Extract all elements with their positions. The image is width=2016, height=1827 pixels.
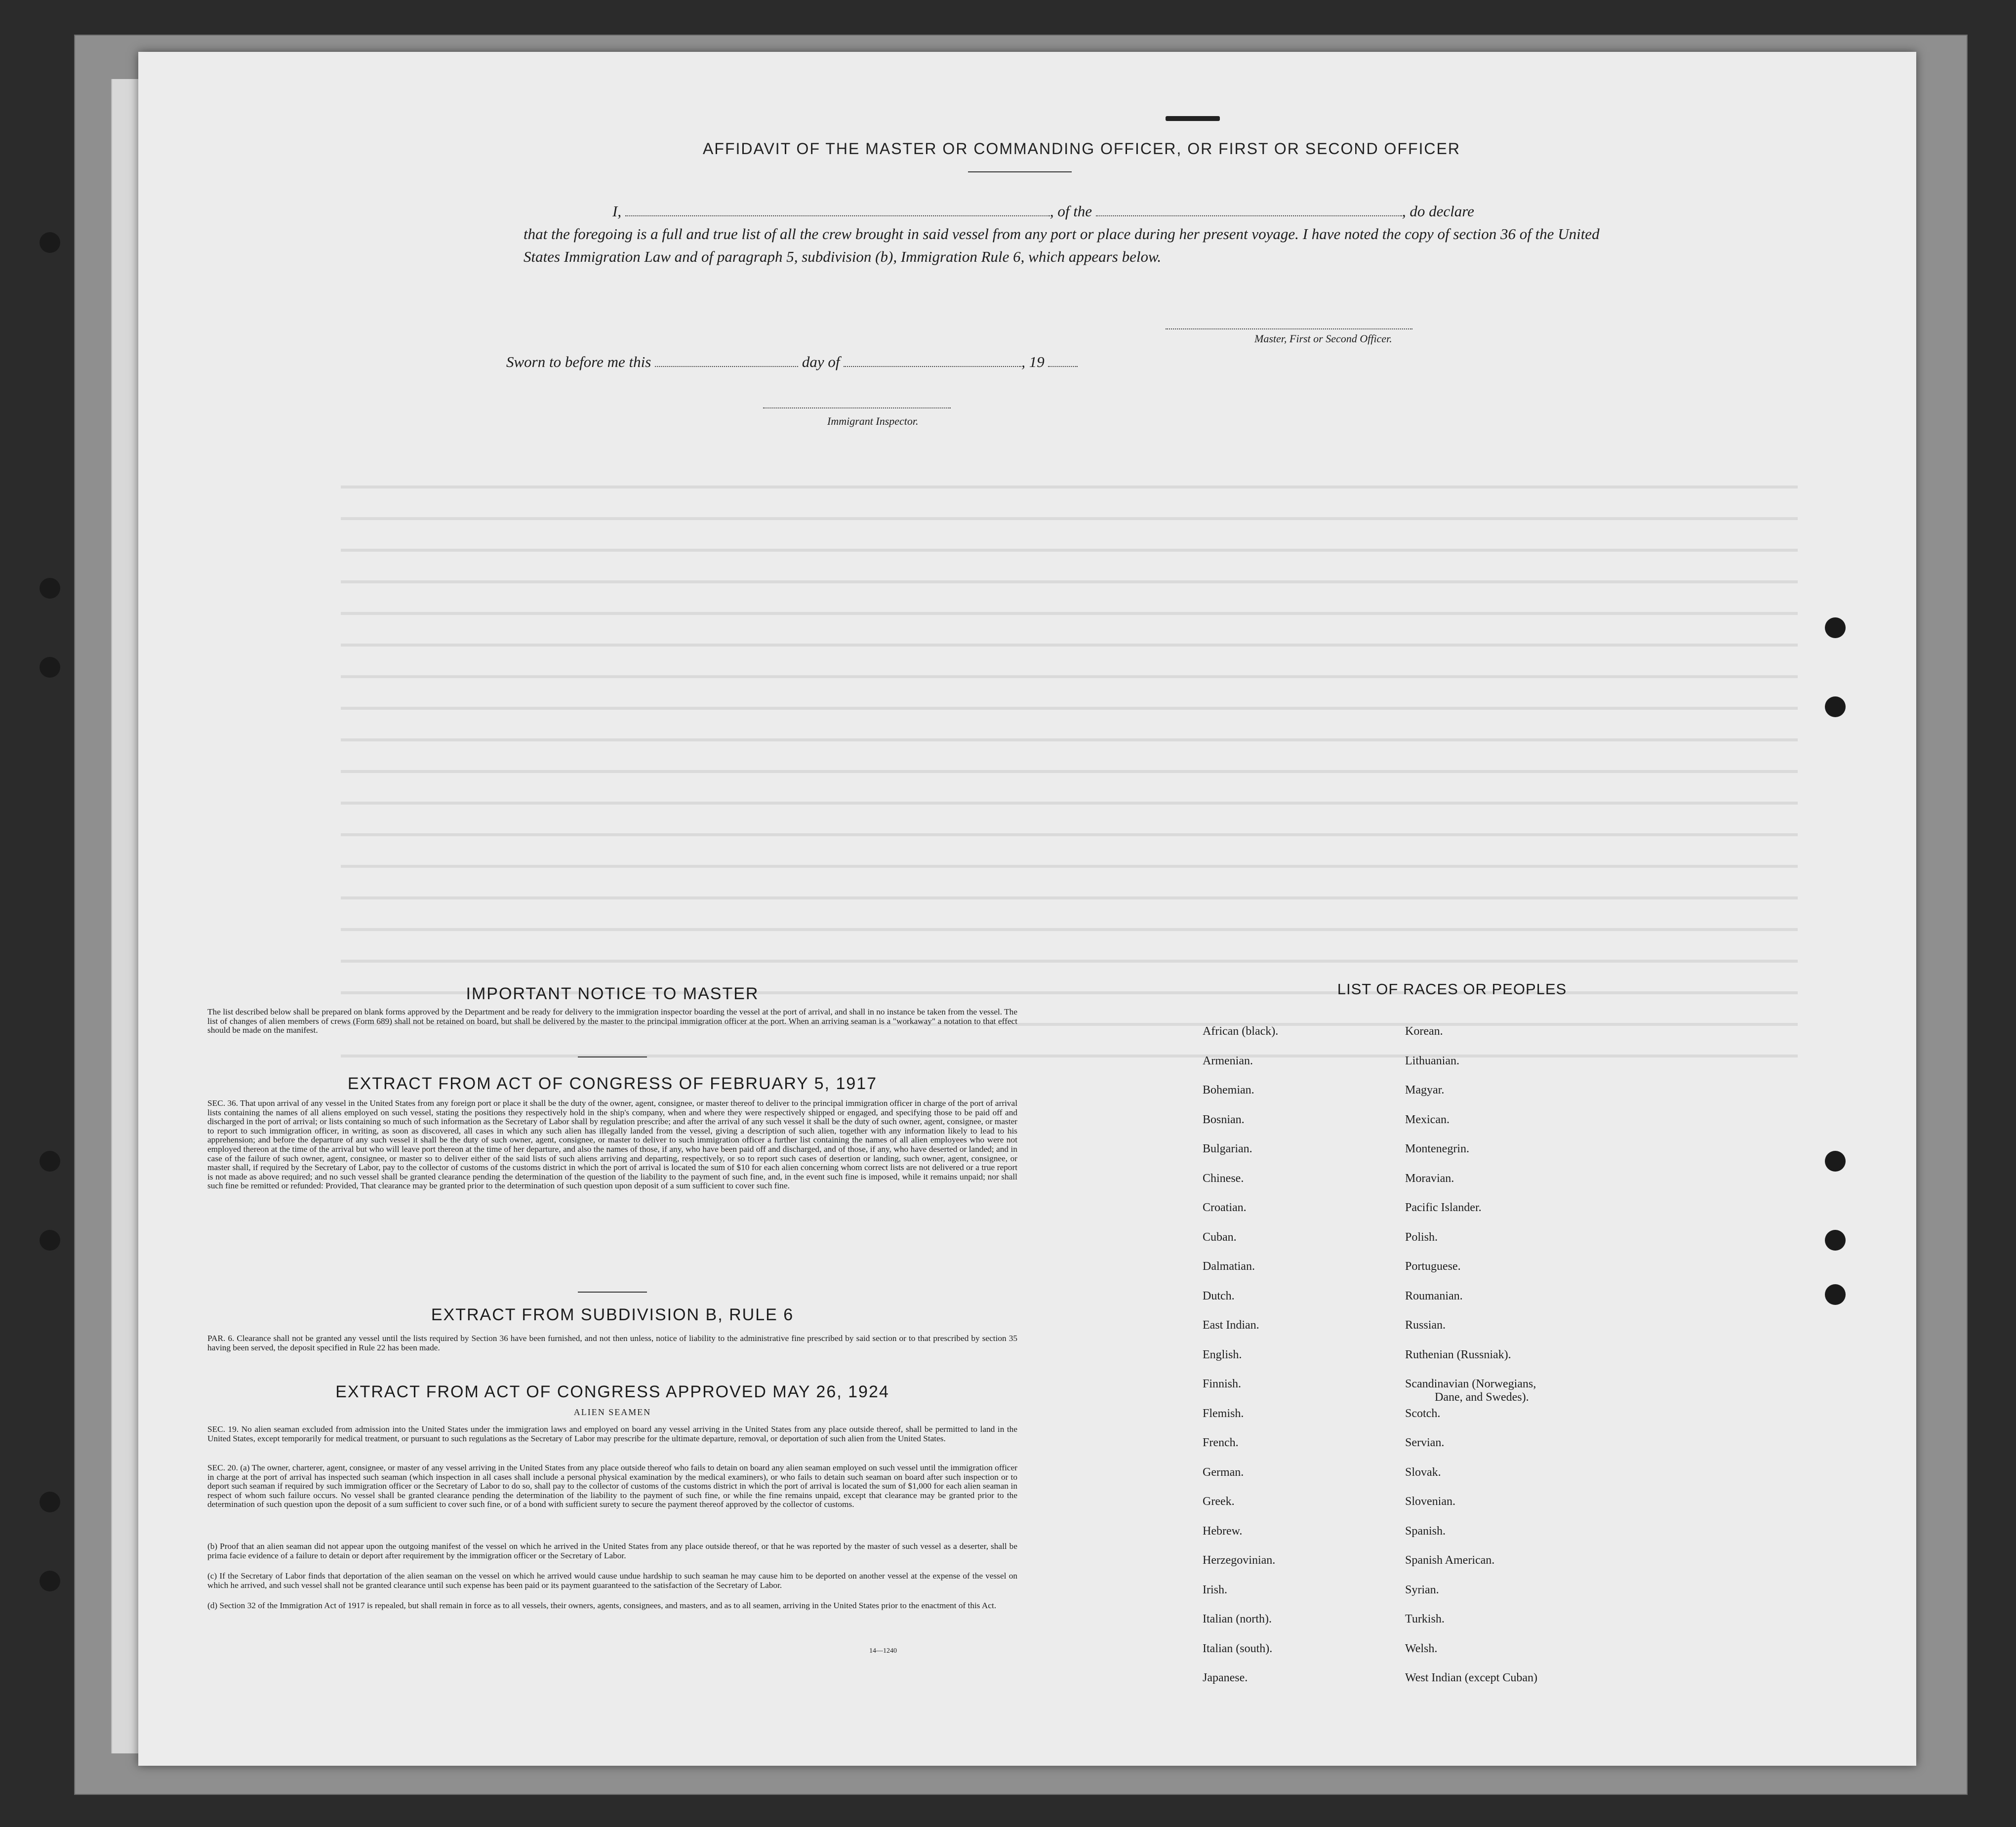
binder-hole bbox=[40, 1230, 60, 1251]
race-item: Flemish. bbox=[1203, 1407, 1244, 1420]
binder-hole bbox=[1825, 1151, 1846, 1172]
race-item: Chinese. bbox=[1203, 1172, 1244, 1185]
race-item: Dalmatian. bbox=[1203, 1260, 1255, 1273]
race-item: Bosnian. bbox=[1203, 1113, 1245, 1126]
binder-hole bbox=[40, 1571, 60, 1591]
race-item: East Indian. bbox=[1203, 1319, 1259, 1332]
declaration-line bbox=[524, 200, 1640, 223]
race-item: Servian. bbox=[1405, 1436, 1445, 1449]
extract-1924-sec19: SEC. 19. No alien seaman excluded from admission into the United States under the immigration laws and employed on board any vessel arriving in the United States from any place outside thereof, shall be permitted to land in the United States, except temporarily for medical treatment, or pursuant to such regulations as the Secretary of Labor may prescribe for the ultimate departure, removal, or deportation of such alien from the United States. bbox=[207, 1424, 1017, 1443]
race-item: Irish. bbox=[1203, 1583, 1227, 1596]
race-item: Finnish. bbox=[1203, 1378, 1242, 1390]
race-item: Hebrew. bbox=[1203, 1524, 1243, 1538]
race-item: Italian (south). bbox=[1203, 1642, 1273, 1655]
rule6-title: EXTRACT FROM SUBDIVISION B, RULE 6 bbox=[431, 1305, 794, 1324]
extract-1917-title: EXTRACT FROM ACT OF CONGRESS OF FEBRUARY 5, 1917 bbox=[347, 1074, 878, 1093]
notice-title: IMPORTANT NOTICE TO MASTER bbox=[466, 984, 759, 1003]
inspector-signature-field[interactable] bbox=[763, 407, 951, 408]
race-item: Syrian. bbox=[1405, 1583, 1439, 1596]
race-item: Croatian. bbox=[1203, 1201, 1247, 1214]
binder-hole bbox=[40, 657, 60, 678]
race-item: Bohemian. bbox=[1203, 1084, 1254, 1096]
race-item: Greek. bbox=[1203, 1495, 1235, 1508]
section-rule bbox=[578, 1292, 647, 1293]
binder-hole bbox=[1825, 696, 1846, 717]
race-item: Spanish. bbox=[1405, 1524, 1446, 1538]
binder-hole bbox=[1825, 1230, 1846, 1251]
title-rule bbox=[968, 171, 1072, 172]
sworn-month-field[interactable] bbox=[844, 354, 1021, 367]
race-item: Roumanian. bbox=[1405, 1289, 1463, 1302]
races-title: LIST OF RACES OR PEOPLES bbox=[1337, 980, 1567, 998]
section-rule bbox=[578, 1056, 647, 1057]
race-item: West Indian (except Cuban) bbox=[1405, 1671, 1537, 1684]
race-item: Montenegrin. bbox=[1405, 1142, 1469, 1155]
declarant-prefix: I, bbox=[612, 203, 622, 220]
extract-1924-title: EXTRACT FROM ACT OF CONGRESS APPROVED MAY 26, 1924 bbox=[335, 1382, 889, 1401]
affidavit-text bbox=[524, 200, 1640, 268]
extract-1924-sec20d: (d) Section 32 of the Immigration Act of 1917 is repealed, but shall remain in force as to all vessels, their owners, agents, consignees, and masters, and as to all seamen, arriving in the United States prior to the enactment of this Act. bbox=[207, 1601, 997, 1610]
vessel-prefix: , of the bbox=[1049, 203, 1092, 220]
race-item: Slovenian. bbox=[1405, 1495, 1455, 1508]
race-item: German. bbox=[1203, 1465, 1244, 1479]
race-item: Spanish American. bbox=[1405, 1554, 1495, 1567]
race-item: Armenian. bbox=[1203, 1054, 1253, 1067]
extract-1924-sec20b: (b) Proof that an alien seaman did not appear upon the outgoing manifest of the vessel on which he arrived in the United States from any place outside thereof, or that he was reported by the master of such vessel as a deserter, shall be prima facie evidence of a failure to detain or deport after requirement by the immigration officer or the Secretary of Labor. bbox=[207, 1542, 1017, 1560]
race-item: Bulgarian. bbox=[1203, 1142, 1252, 1155]
race-item: Pacific Islander. bbox=[1405, 1201, 1482, 1214]
race-item: Dutch. bbox=[1203, 1289, 1235, 1302]
declarant-name-field[interactable] bbox=[625, 203, 1050, 216]
race-item: Moravian. bbox=[1405, 1172, 1454, 1185]
binder-hole bbox=[40, 1492, 60, 1512]
race-item: Turkish. bbox=[1405, 1613, 1445, 1625]
binder-hole bbox=[1825, 1284, 1846, 1305]
sworn-line bbox=[506, 353, 1078, 371]
sworn-prefix: Sworn to before me this bbox=[506, 353, 651, 370]
binder-hole bbox=[40, 232, 60, 253]
sworn-day-field[interactable] bbox=[655, 354, 798, 367]
race-item: Mexican. bbox=[1405, 1113, 1450, 1126]
race-item: Italian (north). bbox=[1203, 1613, 1272, 1625]
race-item: Herzegovinian. bbox=[1203, 1554, 1276, 1567]
race-item: African (black). bbox=[1203, 1025, 1279, 1038]
master-signature-label: Master, First or Second Officer. bbox=[1254, 332, 1392, 345]
sworn-month-prefix: day of bbox=[802, 353, 840, 370]
race-item: Magyar. bbox=[1405, 1084, 1445, 1096]
declare-suffix: , do declare bbox=[1402, 203, 1474, 220]
rule6-text: PAR. 6. Clearance shall not be granted any vessel until the lists required by Section 36 have been furnished, and not then unless, notice of liability to the administrative fine prescribed by said section or to that prescribed by section 35 having been served, the deposit specified in Rule 22 has been made. bbox=[207, 1334, 1017, 1352]
race-item: Dane, and Swedes). bbox=[1435, 1391, 1529, 1404]
race-item: Scandinavian (Norwegians, bbox=[1405, 1378, 1536, 1390]
binder-hole bbox=[40, 1151, 60, 1172]
race-item: Cuban. bbox=[1203, 1230, 1237, 1244]
sworn-year-prefix: , 19 bbox=[1021, 353, 1045, 370]
extract-1924-sec20a: SEC. 20. (a) The owner, charterer, agent, consignee, or master of any vessel arriving in the United States from any place outside thereof who fails to detain on board any alien seaman employed on such vessel until the immigration officer in charge at the port of arrival has inspected such seaman (which inspection in all cases shall include a personal physical examination by the medical examiners), or who fails to detain such seaman on board after such inspection or to deport such seaman if required by such immigration officer or the Secretary of Labor to do so, shall pay to the collector of customs of the customs district in which the port of arrival is located the sum of $1,000 for each alien seaman in respect of whom such failure occurs. No vessel shall be granted clearance pending the determination of the liability to the payment of such fine, or while the fine remains unpaid, except that clearance may be granted prior to the determination of such question upon the deposit of a sum sufficient to cover such fine, or of a bond with sufficient surety to secure the payment thereof approved by the collector of customs. bbox=[207, 1463, 1017, 1509]
binder-hole bbox=[1825, 617, 1846, 638]
extract-1924-sec20c: (c) If the Secretary of Labor finds that deportation of the alien seaman on the vessel on which he arrived would cause undue hardship to such seaman he may cause him to be deported on another vessel at the expense of the vessel on which he arrived, and such vessel shall not be granted clearance until such expense has been paid or its payment guaranteed to the satisfaction of the Secretary of Labor. bbox=[207, 1571, 1017, 1590]
manifest-page bbox=[138, 52, 1916, 1766]
ink-mark bbox=[1166, 116, 1220, 121]
master-signature-field[interactable] bbox=[1166, 328, 1412, 329]
race-item: Scotch. bbox=[1405, 1407, 1441, 1420]
race-item: Polish. bbox=[1405, 1230, 1438, 1244]
race-item: Portuguese. bbox=[1405, 1260, 1461, 1273]
race-item: Ruthenian (Russniak). bbox=[1405, 1348, 1511, 1361]
race-item: Lithuanian. bbox=[1405, 1054, 1459, 1067]
notice-text: The list described below shall be prepared on blank forms approved by the Department and be ready for delivery to the immigration inspector boarding the vessel at the port of arrival, and shall in no instance be taken from the vessel. The list of changes of alien members of crews (Form 689) shall not be retained on board, but shall be delivered by the master to the principal immigration officer at the port. When an arriving seaman is a "workaway" a notation to that effect should be made on the manifest. bbox=[207, 1007, 1017, 1035]
race-item: French. bbox=[1203, 1436, 1239, 1449]
race-item: Slovak. bbox=[1405, 1465, 1441, 1479]
form-number: 14—1240 bbox=[869, 1647, 897, 1655]
alien-seamen-subtitle: ALIEN SEAMEN bbox=[573, 1407, 651, 1417]
race-item: Russian. bbox=[1405, 1319, 1446, 1332]
race-item: Welsh. bbox=[1405, 1642, 1438, 1655]
sworn-year-field[interactable] bbox=[1048, 354, 1078, 367]
inspector-label: Immigrant Inspector. bbox=[827, 415, 919, 427]
race-item: Japanese. bbox=[1203, 1671, 1248, 1684]
binder-hole bbox=[40, 578, 60, 599]
vessel-name-field[interactable] bbox=[1096, 203, 1402, 216]
race-item: English. bbox=[1203, 1348, 1242, 1361]
affidavit-title: AFFIDAVIT OF THE MASTER OR COMMANDING OFFICER, OR FIRST OR SECOND OFFICER bbox=[703, 140, 1460, 158]
affidavit-body: that the foregoing is a full and true list of all the crew brought in said vessel from any port or place during her present voyage. I have noted the copy of section 36 of the United States Immigration Law and of paragraph 5, subdivision (b), Immigration Rule 6, which appears below. bbox=[524, 225, 1600, 265]
race-item: Korean. bbox=[1405, 1025, 1443, 1038]
extract-1917-text: SEC. 36. That upon arrival of any vessel in the United States from any foreign port or place it shall be the duty of the owner, agent, consignee, or master thereof to deliver to the principal immigration officer in charge of the port of arrival lists containing the names of all aliens employed on such vessel, stating the positions they respectively hold in the ship's company, when and where they were respectively shipped or engaged, and specifying those to be paid off and discharged in the port of arrival; or lists containing so much of such information as the Secretary of Labor shall by regulation prescribe; and after the arrival of any such vessel it shall be the duty of such owner, agent, consignee, or master to report to such immigration officer, in writing, as soon as discovered, all cases in which any such alien has illegally landed from the vessel, giving a description of such alien, together with any information likely to lead to his apprehension; and before the departure of any such vessel it shall be the duty of such owner, agent, consignee, or master to deliver to such immigration officer a further list containing the names of all alien employees who were not employed thereon at the time of the arrival but who will leave port thereon at the time of her departure, and also the names of those, if any, who have been paid off and discharged, and of those, if any, who have deserted or landed; and in case of the failure of such owner, agent, consignee, or master so to deliver either of the said lists of such aliens arriving and departing, respectively, or so to report such cases of desertion or landing, such owner, agent, consignee, or master shall, if required by the Secretary of Labor, pay to the collector of customs of the customs district in which the port of arrival is located the sum of $10 for each alien concerning whom correct lists are not delivered or a true report is not made as above required; and no such vessel shall be granted clearance pending the determination of the question of the liability to the payment of such fine, and, in the event such fine is imposed, while it remains unpaid; nor shall such fine be remitted or refunded: Provided, That clearance may be granted prior to the determination of such question upon deposit of a sum sufficient to cover such fine. bbox=[207, 1098, 1017, 1191]
